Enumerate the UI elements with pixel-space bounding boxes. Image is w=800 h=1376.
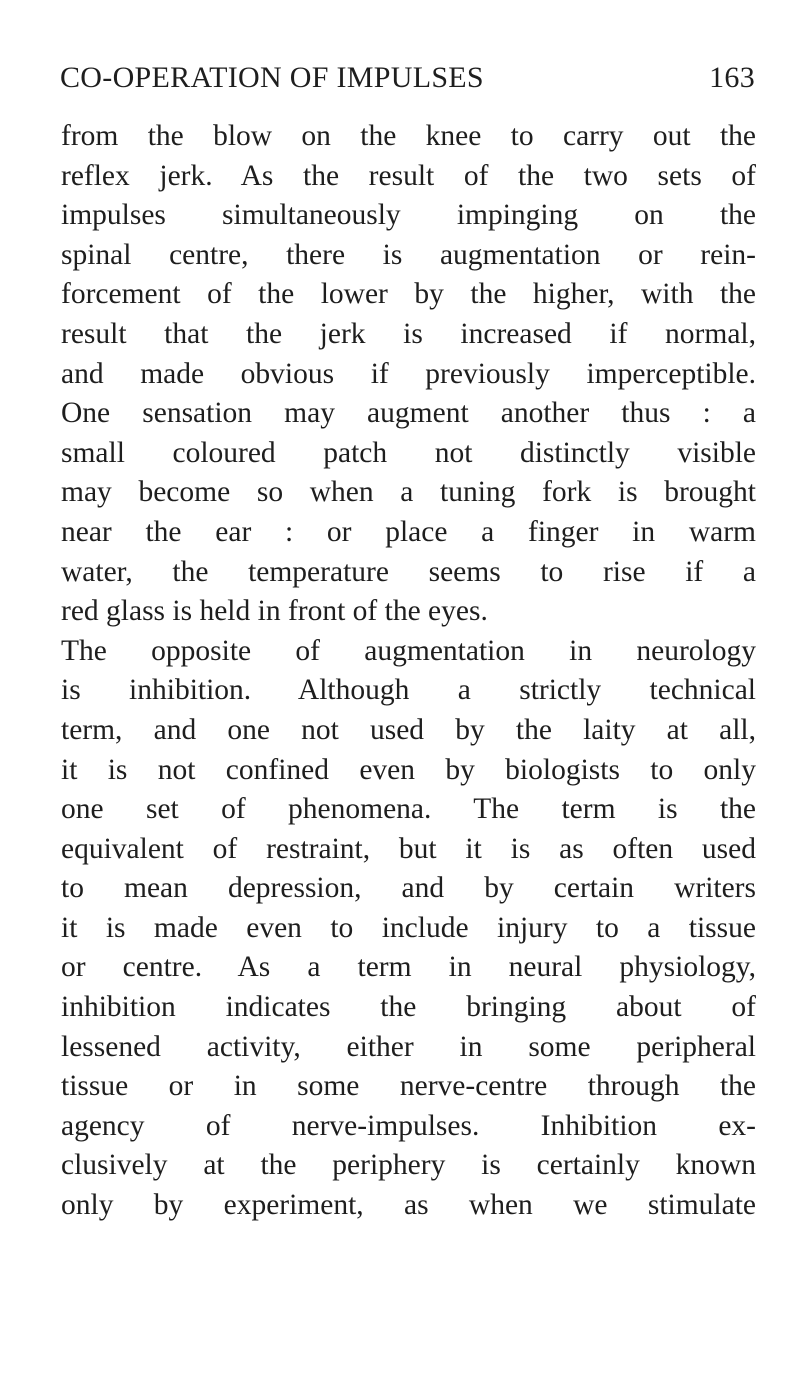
text-line: to mean depression, and by certain writers	[61, 872, 756, 905]
text-line: lessened activity, either in some peripheral	[61, 1030, 756, 1063]
text-line: term, and one not used by the laity at all,	[61, 713, 756, 746]
text-line: or centre. As a term in neural physiology,	[61, 951, 756, 984]
text-line: from the blow on the knee to carry out the	[61, 120, 756, 152]
text-line: only by experiment, as when we stimulate	[61, 1189, 756, 1222]
text-line: tissue or in some nerve-centre through the	[61, 1070, 756, 1103]
text-line: it is made even to include injury to a tissue	[61, 911, 756, 944]
text-line: is inhibition. Although a strictly technical	[61, 674, 756, 707]
text-line: equivalent of restraint, but it is as often used	[61, 832, 756, 865]
text-line: red glass is held in front of the eyes.	[61, 595, 488, 628]
text-line: agency of nerve-impulses. Inhibition ex-	[61, 1109, 756, 1142]
text-line: near the ear : or place a finger in warm	[61, 515, 756, 548]
text-line: result that the jerk is increased if normal,	[61, 317, 756, 350]
body-text	[61, 117, 756, 1226]
text-line: impulses simultaneously impinging on the	[61, 199, 756, 232]
text-line: reflex jerk. As the result of the two sets of	[61, 159, 756, 192]
running-head	[60, 58, 755, 98]
text-line: water, the temperature seems to rise if a	[61, 555, 756, 588]
page-number: 163	[709, 61, 755, 94]
text-line: and made obvious if previously imperceptible.	[61, 357, 756, 390]
text-line: clusively at the periphery is certainly known	[61, 1149, 756, 1182]
text-line: small coloured patch not distinctly visible	[61, 436, 756, 469]
text-line: forcement of the lower by the higher, with the	[61, 278, 756, 311]
text-line: One sensation may augment another thus : a	[61, 397, 756, 430]
text-line: it is not confined even by biologists to only	[61, 753, 756, 786]
running-title: CO-OPERATION OF IMPULSES	[60, 61, 484, 94]
text-line: The opposite of augmentation in neurology	[61, 634, 756, 667]
text-line: may become so when a tuning fork is brought	[61, 476, 756, 509]
text-line: inhibition indicates the bringing about of	[61, 991, 756, 1024]
text-line: spinal centre, there is augmentation or rein-	[61, 238, 756, 271]
text-line: one set of phenomena. The term is the	[61, 793, 756, 826]
